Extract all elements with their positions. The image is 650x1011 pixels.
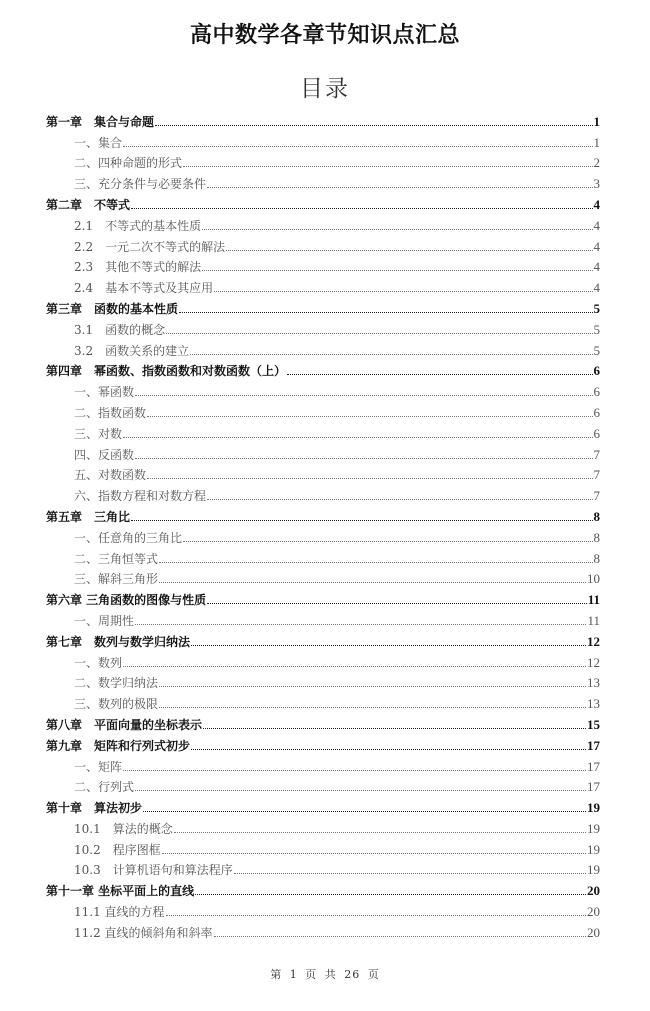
dotted-leader [135, 624, 586, 625]
dotted-leader [166, 915, 586, 916]
toc-entry-page-number: 10 [587, 571, 600, 587]
toc-section-entry[interactable] [46, 607, 600, 628]
dotted-leader [159, 562, 592, 563]
dotted-leader [159, 686, 586, 687]
toc-entry-label: 一、矩阵 [74, 759, 123, 774]
toc-entry-page-number: 11 [587, 592, 600, 608]
toc-chapter-entry[interactable] [46, 628, 600, 649]
toc-entry-label: 一、周期性 [74, 613, 135, 628]
toc-chapter-entry[interactable] [46, 794, 600, 815]
toc-section-entry[interactable] [46, 441, 600, 462]
toc-entry-label: 11.2 直线的倾斜角和斜率 [74, 925, 213, 940]
toc-entry-label: 2.4 基本不等式及其应用 [74, 281, 214, 296]
toc-entry-label: 3.1 函数的概念 [74, 322, 166, 337]
toc-entry-page-number: 5 [593, 342, 600, 358]
toc-entry-page-number: 19 [587, 841, 600, 857]
toc-section-entry[interactable] [46, 170, 600, 191]
toc-entry-label: 四、反函数 [74, 447, 135, 462]
dotted-leader [166, 333, 592, 334]
toc-entry-label: 第七章 数列与数学归纳法 [46, 634, 191, 649]
toc-entry-label: 一、数列 [74, 655, 123, 670]
toc-chapter-entry[interactable] [46, 732, 600, 753]
toc-entry-page-number: 8 [593, 508, 600, 524]
toc-entry-label: 2.2 一元二次不等式的解法 [74, 239, 226, 254]
toc-entry-page-number: 20 [587, 883, 600, 899]
dotted-leader [159, 582, 586, 583]
dotted-leader [143, 811, 586, 812]
toc-entry-page-number: 13 [587, 675, 600, 691]
dotted-leader [203, 728, 586, 729]
toc-entry-page-number: 4 [593, 238, 600, 254]
toc-entry-page-number: 4 [593, 259, 600, 275]
toc-entry-page-number: 15 [587, 716, 600, 732]
toc-entry-label: 第三章 函数的基本性质 [46, 301, 179, 316]
toc-entry-label: 第九章 矩阵和行列式初步 [46, 738, 191, 753]
dotted-leader [123, 437, 592, 438]
toc-section-entry[interactable] [46, 254, 600, 275]
toc-entry-page-number: 4 [593, 196, 600, 212]
table-of-contents [46, 108, 600, 940]
toc-entry-label: 第五章 三角比 [46, 509, 131, 524]
toc-section-entry[interactable] [46, 316, 600, 337]
toc-entry-label: 三、充分条件与必要条件 [74, 177, 207, 192]
toc-section-entry[interactable] [46, 857, 600, 878]
toc-entry-page-number: 1 [593, 134, 600, 150]
dotted-leader [123, 146, 592, 147]
toc-entry-page-number: 20 [587, 904, 600, 920]
dotted-leader [162, 853, 586, 854]
toc-entry-label: 3.2 函数关系的建立 [74, 343, 190, 358]
toc-section-entry[interactable] [46, 150, 600, 171]
dotted-leader [207, 499, 592, 500]
toc-entry-page-number: 5 [593, 321, 600, 337]
toc-entry-label: 第十一章 坐标平面上的直线 [46, 884, 195, 899]
toc-entry-label: 第十章 算法初步 [46, 801, 143, 816]
dotted-leader [214, 291, 592, 292]
toc-chapter-entry[interactable] [46, 108, 600, 129]
toc-section-entry[interactable] [46, 898, 600, 919]
toc-entry-page-number: 2 [593, 155, 600, 171]
toc-chapter-entry[interactable] [46, 295, 600, 316]
dotted-leader [202, 270, 592, 271]
dotted-leader [147, 478, 592, 479]
toc-entry-page-number: 8 [593, 529, 600, 545]
toc-entry-label: 五、对数函数 [74, 468, 147, 483]
toc-section-entry[interactable] [46, 378, 600, 399]
toc-entry-page-number: 8 [593, 550, 600, 566]
dotted-leader [191, 645, 586, 646]
toc-section-entry[interactable] [46, 649, 600, 670]
toc-section-entry[interactable] [46, 815, 600, 836]
toc-entry-label: 第二章 不等式 [46, 197, 131, 212]
dotted-leader [234, 873, 586, 874]
toc-entry-label: 10.3 计算机语句和算法程序 [74, 863, 233, 878]
document-title: 高中数学各章节知识点汇总 [189, 23, 460, 48]
dotted-leader [123, 666, 586, 667]
toc-section-entry[interactable] [46, 462, 600, 483]
dotted-leader [131, 208, 592, 209]
toc-section-entry[interactable] [46, 212, 600, 233]
toc-entry-label: 第一章 集合与命题 [46, 114, 155, 129]
toc-section-entry[interactable] [46, 233, 600, 254]
toc-entry-page-number: 1 [593, 113, 600, 129]
dotted-leader [207, 603, 587, 604]
toc-entry-label: 10.1 算法的概念 [74, 821, 173, 836]
toc-entry-label: 第八章 平面向量的坐标表示 [46, 717, 203, 732]
toc-section-entry[interactable] [46, 129, 600, 150]
dotted-leader [159, 707, 586, 708]
dotted-leader [183, 541, 592, 542]
toc-chapter-entry[interactable] [46, 711, 600, 732]
toc-entry-label: 2.1 不等式的基本性质 [74, 218, 202, 233]
toc-section-entry[interactable] [46, 482, 600, 503]
toc-section-entry[interactable] [46, 274, 600, 295]
toc-section-entry[interactable] [46, 420, 600, 441]
dotted-leader [191, 749, 586, 750]
toc-section-entry[interactable] [46, 399, 600, 420]
toc-chapter-entry[interactable] [46, 877, 600, 898]
toc-section-entry[interactable] [46, 524, 600, 545]
toc-entry-page-number: 5 [593, 300, 600, 316]
toc-section-entry[interactable] [46, 753, 600, 774]
toc-entry-label: 11.1 直线的方程 [74, 905, 165, 920]
toc-entry-page-number: 11 [587, 612, 600, 628]
toc-section-entry[interactable] [46, 774, 600, 795]
toc-entry-label: 2.3 其他不等式的解法 [74, 260, 202, 275]
toc-entry-label: 二、数学归纳法 [74, 676, 159, 691]
toc-entry-page-number: 17 [587, 779, 600, 795]
dotted-leader [174, 832, 586, 833]
dotted-leader [183, 166, 592, 167]
toc-entry-label: 第四章 幂函数、指数函数和对数函数（上） [46, 364, 287, 379]
toc-section-entry[interactable] [46, 690, 600, 711]
dotted-leader [202, 229, 592, 230]
toc-chapter-entry[interactable] [46, 191, 600, 212]
toc-section-entry[interactable] [46, 566, 600, 587]
toc-entry-page-number: 19 [587, 862, 600, 878]
toc-entry-label: 一、集合 [74, 135, 123, 150]
toc-entry-page-number: 17 [587, 758, 600, 774]
dotted-leader [195, 894, 586, 895]
toc-entry-page-number: 7 [593, 467, 600, 483]
toc-section-entry[interactable] [46, 337, 600, 358]
toc-chapter-entry[interactable] [46, 503, 600, 524]
dotted-leader [147, 416, 592, 417]
toc-entry-page-number: 13 [587, 696, 600, 712]
toc-entry-page-number: 20 [587, 924, 600, 940]
toc-entry-label: 三、对数 [74, 426, 123, 441]
dotted-leader [179, 312, 592, 313]
toc-entry-page-number: 6 [593, 425, 600, 441]
toc-entry-page-number: 7 [593, 446, 600, 462]
toc-entry-label: 三、数列的极限 [74, 697, 159, 712]
toc-entry-label: 一、任意角的三角比 [74, 530, 183, 545]
dotted-leader [190, 354, 592, 355]
toc-entry-label: 一、幂函数 [74, 385, 135, 400]
dotted-leader [131, 520, 592, 521]
toc-chapter-entry[interactable] [46, 358, 600, 379]
toc-entry-page-number: 12 [587, 633, 600, 649]
dotted-leader [135, 790, 586, 791]
toc-entry-page-number: 6 [593, 384, 600, 400]
toc-heading: 目录 [300, 76, 350, 102]
toc-entry-page-number: 19 [587, 820, 600, 836]
toc-section-entry[interactable] [46, 670, 600, 691]
toc-entry-page-number: 4 [593, 217, 600, 233]
toc-section-entry[interactable] [46, 545, 600, 566]
dotted-leader [155, 125, 592, 126]
toc-section-entry[interactable] [46, 919, 600, 940]
toc-entry-label: 六、指数方程和对数方程 [74, 489, 207, 504]
toc-entry-page-number: 12 [587, 654, 600, 670]
toc-entry-page-number: 19 [587, 800, 600, 816]
toc-entry-page-number: 3 [593, 176, 600, 192]
toc-entry-page-number: 17 [587, 737, 600, 753]
toc-entry-page-number: 4 [593, 280, 600, 296]
dotted-leader [135, 395, 592, 396]
dotted-leader [123, 770, 586, 771]
dotted-leader [207, 187, 592, 188]
toc-section-entry[interactable] [46, 836, 600, 857]
toc-chapter-entry[interactable] [46, 586, 600, 607]
toc-entry-label: 二、行列式 [74, 780, 135, 795]
toc-entry-page-number: 7 [593, 488, 600, 504]
dotted-leader [226, 250, 592, 251]
toc-entry-label: 三、解斜三角形 [74, 572, 159, 587]
toc-entry-label: 二、指数函数 [74, 405, 147, 420]
toc-entry-label: 10.2 程序图框 [74, 842, 161, 857]
toc-entry-label: 二、三角恒等式 [74, 551, 159, 566]
dotted-leader [287, 374, 592, 375]
toc-entry-page-number: 6 [593, 363, 600, 379]
page-footer: 第 1 页 共 26 页 [270, 968, 380, 981]
dotted-leader [135, 458, 592, 459]
dotted-leader [214, 936, 586, 937]
toc-entry-label: 第六章 三角函数的图像与性质 [46, 593, 207, 608]
toc-entry-page-number: 6 [593, 404, 600, 420]
toc-entry-label: 二、四种命题的形式 [74, 156, 183, 171]
